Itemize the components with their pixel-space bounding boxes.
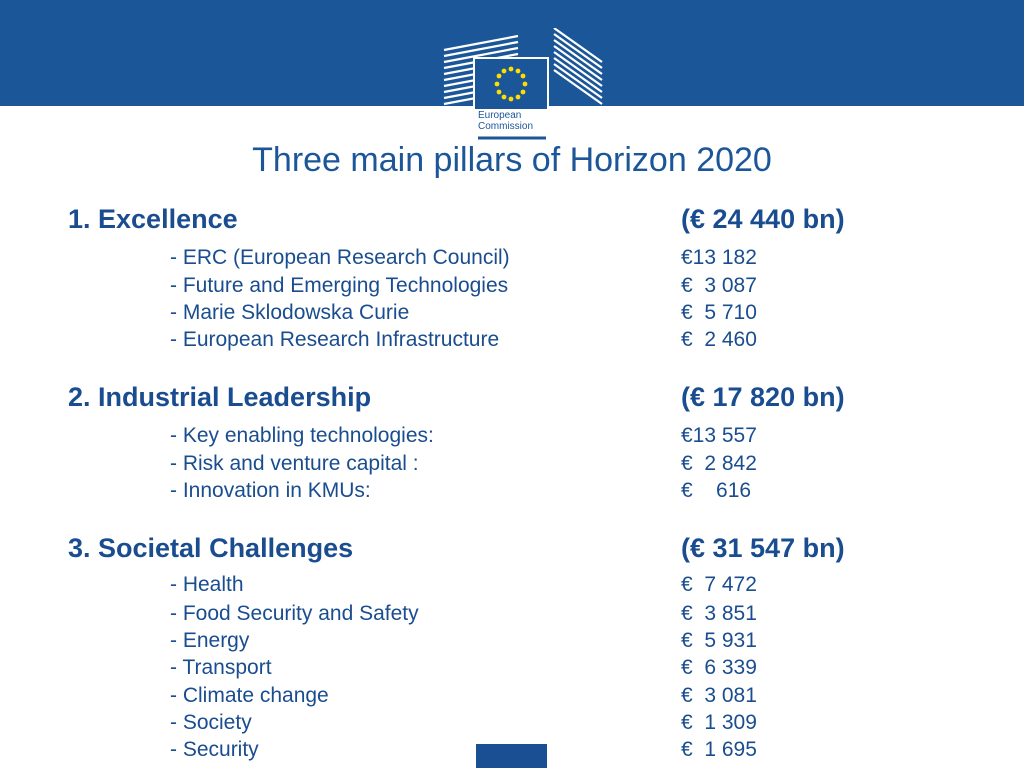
list-item: [170, 452, 870, 479]
pillar-industrial-leadership: [68, 382, 868, 418]
item-label: - Innovation in KMUs:: [170, 479, 371, 502]
item-label: - Key enabling technologies:: [170, 424, 434, 447]
list-item: [170, 602, 870, 629]
pillar-heading: 3. Societal Challenges: [68, 533, 354, 563]
item-amount: € 2 460: [681, 328, 757, 351]
item-amount: €13 182: [681, 246, 757, 269]
item-label: - Risk and venture capital :: [170, 452, 419, 475]
pillar-total: (€ 24 440 bn): [681, 204, 845, 234]
item-label: - Security: [170, 738, 259, 761]
item-amount: € 3 081: [681, 684, 757, 707]
list-item: [170, 274, 870, 301]
item-label: - Energy: [170, 629, 250, 652]
item-label: - Food Security and Safety: [170, 602, 419, 625]
item-label: - ERC (European Research Council): [170, 246, 510, 269]
item-label: - Future and Emerging Technologies: [170, 274, 509, 297]
item-amount: € 1 695: [681, 738, 757, 761]
item-amount: € 1 309: [681, 711, 757, 734]
list-item: [170, 246, 870, 273]
list-item: [170, 656, 870, 683]
item-amount: € 3 087: [681, 274, 757, 297]
pillar-heading: 1. Excellence: [68, 204, 238, 234]
list-item: [170, 629, 870, 656]
european-commission-logo: [442, 28, 604, 140]
pillar-societal-challenges: [68, 533, 868, 569]
list-item: [170, 711, 870, 738]
item-amount: € 2 842: [681, 452, 757, 475]
pillar-heading: 2. Industrial Leadership: [68, 382, 372, 412]
list-item: [170, 479, 870, 506]
list-item: [170, 424, 870, 451]
item-amount: € 5 710: [681, 301, 757, 324]
list-item: [170, 573, 870, 600]
item-amount: € 7 472: [681, 573, 757, 596]
pillar-total: (€ 31 547 bn): [681, 533, 845, 563]
item-amount: € 616: [681, 479, 752, 502]
item-label: - Society: [170, 711, 252, 734]
item-label: - Climate change: [170, 684, 329, 707]
footer-eu-flag: [476, 744, 547, 768]
logo-text-commission: Commission: [478, 121, 534, 132]
logo-text-european: European: [478, 110, 522, 121]
item-amount: € 5 931: [681, 629, 757, 652]
pillar-excellence: [68, 204, 868, 240]
item-label: - European Research Infrastructure: [170, 328, 500, 351]
list-item: [170, 684, 870, 711]
item-label: - Health: [170, 573, 244, 596]
list-item: [170, 301, 870, 328]
item-amount: € 6 339: [681, 656, 757, 679]
item-label: - Marie Sklodowska Curie: [170, 301, 410, 324]
item-amount: €13 557: [681, 424, 757, 447]
slide-title: Three main pillars of Horizon 2020: [252, 141, 772, 179]
list-item: [170, 328, 870, 355]
item-label: - Transport: [170, 656, 272, 679]
item-amount: € 3 851: [681, 602, 757, 625]
pillar-total: (€ 17 820 bn): [681, 382, 845, 412]
